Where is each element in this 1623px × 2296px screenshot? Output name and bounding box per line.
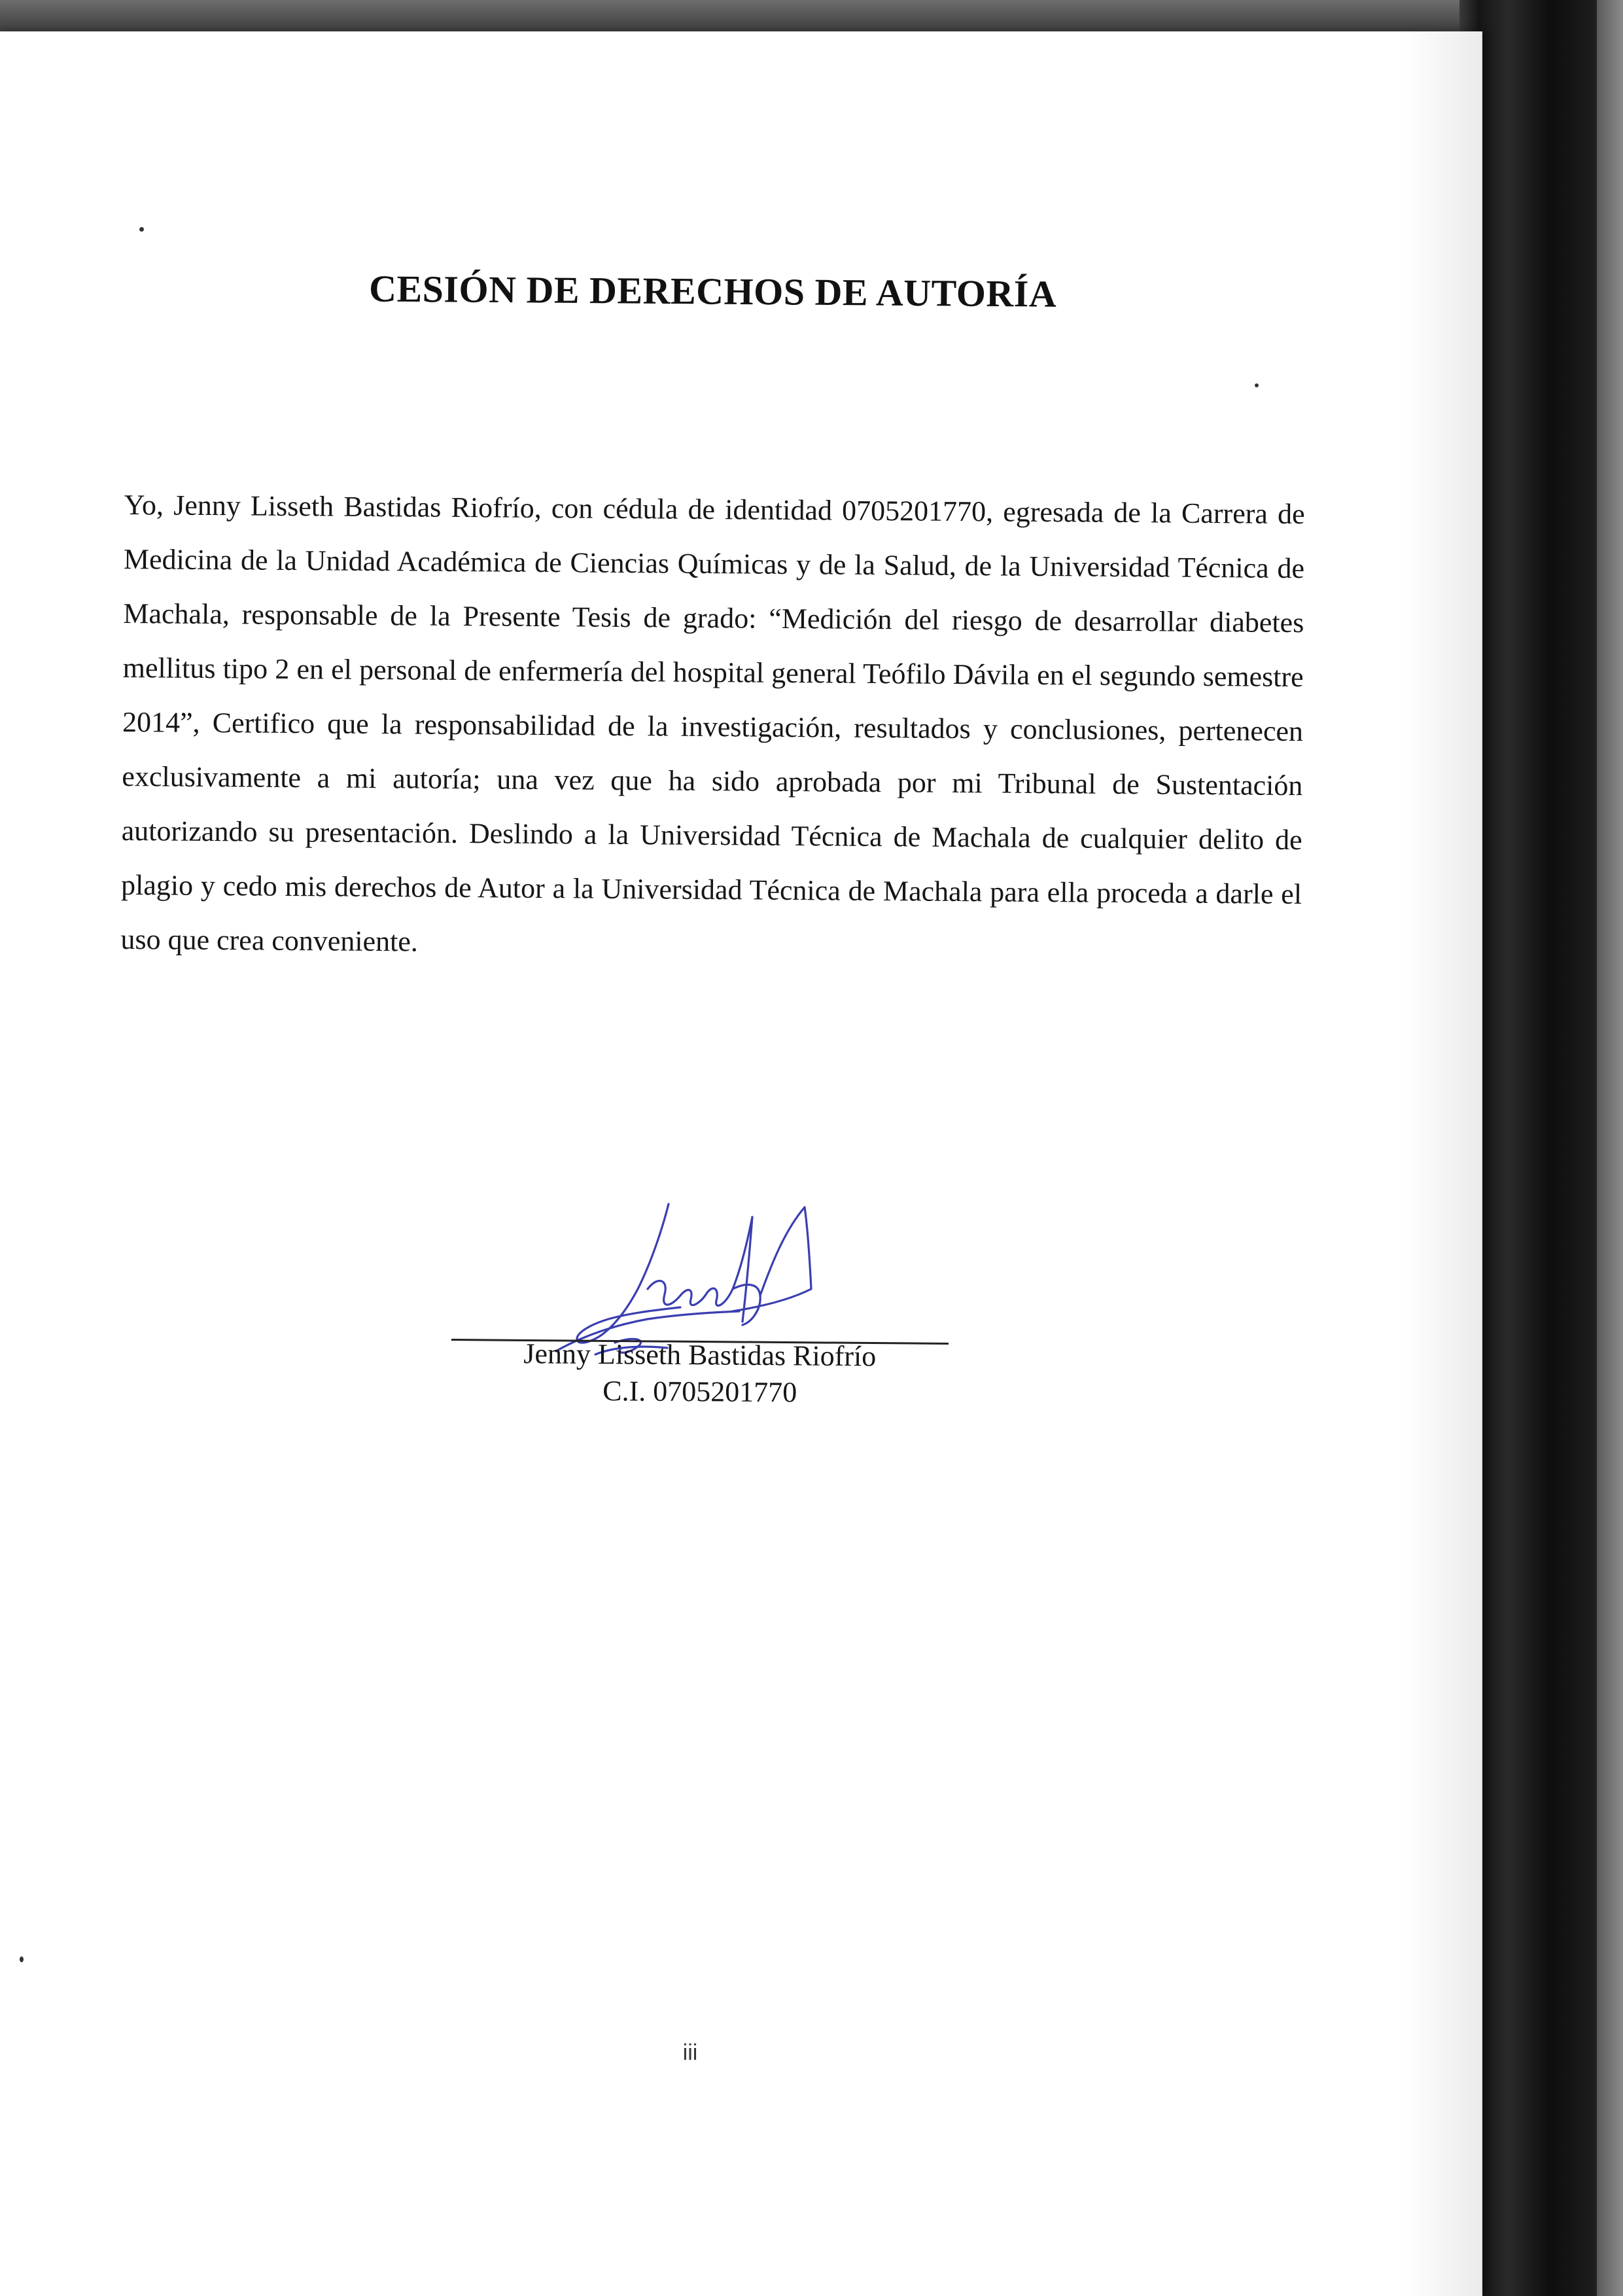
document-page [0, 31, 1482, 2296]
page-number: iii [682, 2040, 698, 2065]
scan-speck [20, 1956, 24, 1962]
document-title: CESIÓN DE DERECHOS DE AUTORÍA [368, 267, 1057, 315]
scan-speck [1255, 383, 1259, 387]
scan-speck [139, 227, 144, 232]
signatory-id-number: C.I. 0705201770 [602, 1375, 797, 1409]
page-shadow [1404, 31, 1482, 2296]
scanner-right-edge [1597, 0, 1623, 2296]
declaration-paragraph: Yo, Jenny Lisseth Bastidas Riofrío, con cédula de identidad 0705201770, egresada de la Carrera de Medicina de la Unidad Académica de Ciencias Químicas y de la Salud, de la Universidad Técnica de Machala, responsable de la Presente Tesis de grado: “Medición del riesgo de desarrollar diabetes mellitus tipo 2 en el personal de enfermería del hospital general Teófilo Dávila en el segundo semestre 2014”, Certifico que la responsabilidad de la investigación, resultados y conclusiones, pertenecen exclusivamente a mi autoría; una vez que ha sido aprobada por mi Tribunal de Sustentación autorizando su presentación. Deslindo a la Universidad Técnica de Machala de cualquier delito de plagio y cedo mis derechos de Autor a la Universidad Técnica de Machala para ella proceda a darle el uso que crea conveniente. [120, 488, 1305, 958]
signatory-name: Jenny Lisseth Bastidas Riofrío [523, 1337, 877, 1373]
